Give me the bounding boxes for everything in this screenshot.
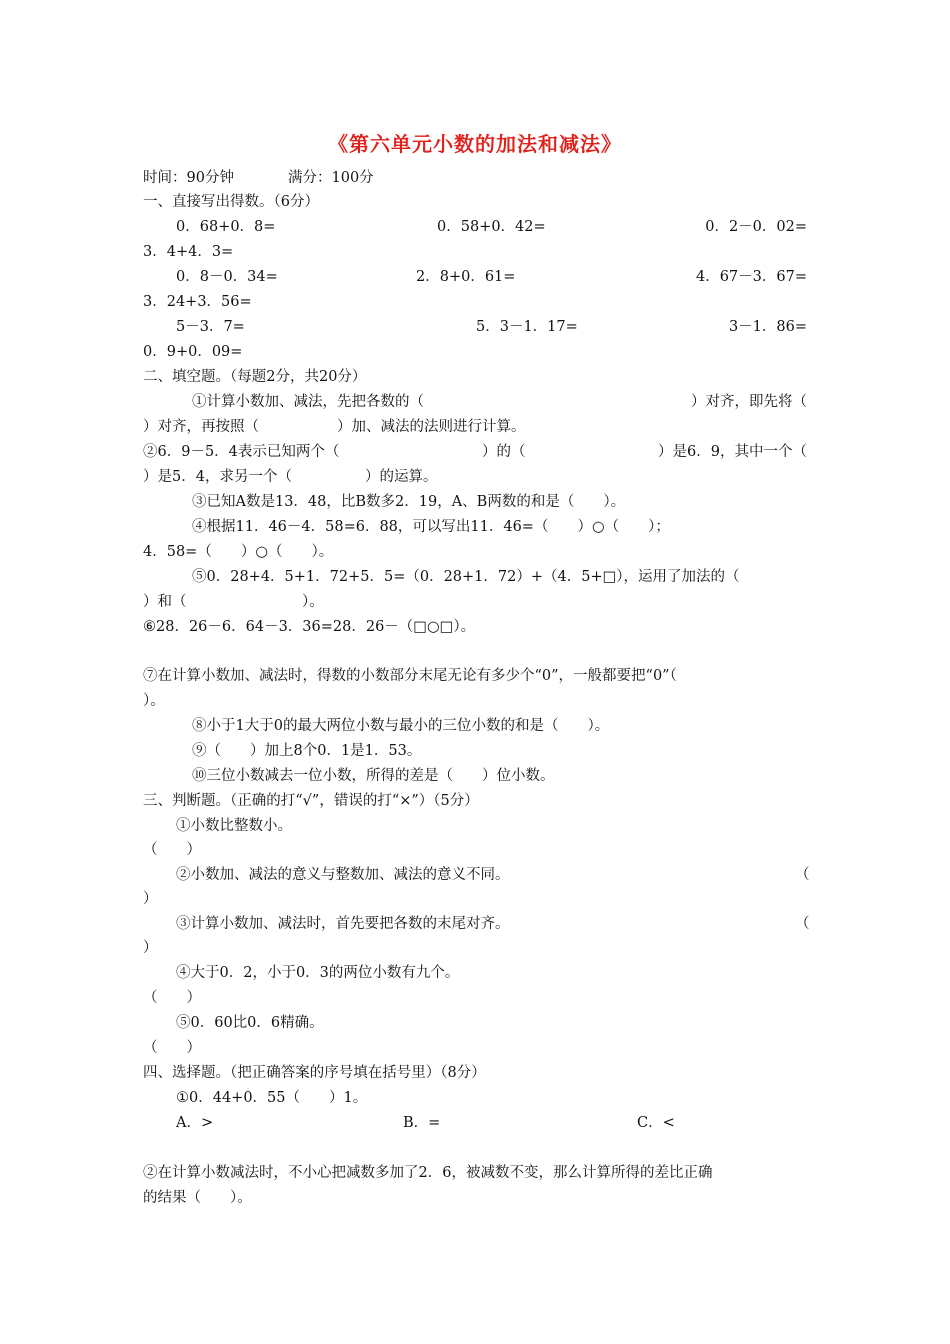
option-c[interactable]: C．< xyxy=(637,1115,675,1131)
calc-item: 0．58+0．42= xyxy=(437,219,546,235)
question-text: ）加、减法的法则进行计算。 xyxy=(337,419,526,435)
calc-item: 0．2－0．02= xyxy=(705,219,807,235)
section-1-heading: 一、直接写出得数。（6分） xyxy=(143,194,319,210)
calc-item: 3－1．86= xyxy=(728,319,807,335)
question-text: ⑥28．26－6．64－3．36=28．26－（□○□）。 xyxy=(143,619,476,635)
calc-item: 0．68+0．8= xyxy=(176,219,276,235)
calc-item: 3．24+3．56= xyxy=(143,294,252,310)
calc-item: 5．3－1．17= xyxy=(476,319,578,335)
option-b[interactable]: B．= xyxy=(403,1115,441,1131)
calc-item: 4．67－3．67= xyxy=(695,269,807,285)
question-text: ③已知A数是13．48，比B数多2．19，A、B两数的和是（ ）。 xyxy=(192,494,626,510)
question-text: ）的（ xyxy=(482,444,526,460)
question-text: ⑩三位小数减去一位小数，所得的差是（ ）位小数。 xyxy=(192,768,555,784)
question-text: ②6．9－5．4表示已知两个（ xyxy=(143,444,340,460)
question-text: ④大于0．2，小于0．3的两位小数有九个。 xyxy=(176,965,460,981)
question-text: ②在计算小数减法时，不小心把减数多加了2．6，被减数不变，那么计算所得的差比正确 xyxy=(143,1165,713,1181)
question-text: ）。 xyxy=(302,594,324,610)
answer-blank[interactable]: （ ） xyxy=(143,842,201,858)
question-text: ）。 xyxy=(143,693,165,709)
question-text: ③计算小数加、减法时，首先要把各数的末尾对齐。 xyxy=(176,916,510,932)
time-label: 时间：90分钟 xyxy=(143,170,234,186)
question-text: ①计算小数加、减法，先把各数的（ xyxy=(192,394,424,410)
question-text: 4．58=（ ）○（ ）。 xyxy=(143,544,334,560)
question-text: ①小数比整数小。 xyxy=(176,818,292,834)
question-text: ⑧小于1大于0的最大两位小数与最小的三位小数的和是（ ）。 xyxy=(192,718,610,734)
question-text: ）的运算。 xyxy=(365,469,438,485)
question-text: ）和（ xyxy=(143,594,187,610)
option-a[interactable]: A．> xyxy=(176,1115,214,1131)
calc-item: 3．4+4．3= xyxy=(143,244,234,260)
question-text: ）对齐，即先将（ xyxy=(691,394,807,410)
answer-blank[interactable]: （ xyxy=(795,916,810,932)
question-text: ⑨（ ）加上8个0．1是1．53。 xyxy=(192,743,422,759)
question-text: ④根据11．46－4．58=6．88，可以写出11．46=（ ）○（ ）； xyxy=(192,519,670,535)
answer-blank[interactable]: ） xyxy=(143,891,158,907)
exam-meta xyxy=(0,166,950,190)
section-2-heading: 二、填空题。（每题2分，共20分） xyxy=(143,369,367,385)
answer-blank[interactable]: （ ） xyxy=(143,990,201,1006)
question-text: 的结果（ ）。 xyxy=(143,1190,252,1206)
question-text: ⑦在计算小数加、减法时，得数的小数部分末尾无论有多少个“0”，一般都要把“0”（ xyxy=(143,668,677,684)
full-score-label: 满分：100分 xyxy=(288,170,374,186)
answer-blank[interactable]: （ ） xyxy=(143,1040,201,1056)
section-4-heading: 四、选择题。（把正确答案的序号填在括号里）（8分） xyxy=(143,1065,486,1081)
calc-item: 5－3．7= xyxy=(176,319,245,335)
calc-item: 0．8－0．34= xyxy=(176,269,278,285)
calc-item: 2．8+0．61= xyxy=(416,269,516,285)
question-text: ①0．44+0．55（ ）1。 xyxy=(176,1090,368,1106)
question-text: ⑤0．60比0．6精确。 xyxy=(176,1015,324,1031)
answer-blank[interactable]: （ xyxy=(795,867,810,883)
question-text: ②小数加、减法的意义与整数加、减法的意义不同。 xyxy=(176,867,510,883)
answer-blank[interactable]: ） xyxy=(143,940,158,956)
question-text: ）是6．9，其中一个（ xyxy=(658,444,807,460)
section-3-heading: 三、判断题。（正确的打“√”，错误的打“×”）（5分） xyxy=(143,793,479,809)
page-title: 《第六单元小数的加法和减法》 xyxy=(328,132,622,156)
question-text: ）对齐，再按照（ xyxy=(143,419,259,435)
question-text: ⑤0．28+4．5+1．72+5．5=（0．28+1．72）+（4．5+□），运用了加法的（ xyxy=(192,569,740,585)
question-text: ）是5．4，求另一个（ xyxy=(143,469,292,485)
calc-item: 0．9+0．09= xyxy=(143,344,243,360)
